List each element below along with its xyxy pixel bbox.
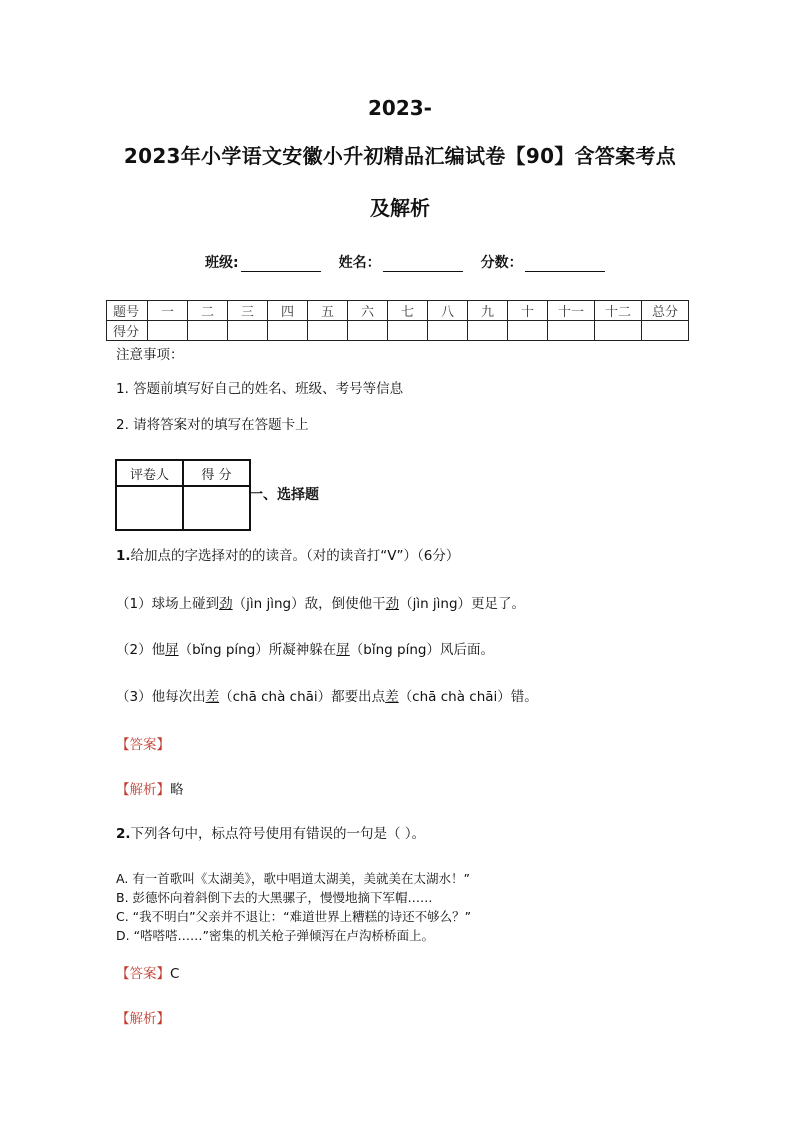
score-cell: 总分 <box>642 301 689 321</box>
question-1-sub-2 <box>116 638 494 658</box>
score-blank-cell[interactable] <box>308 321 348 341</box>
score-blank-cell[interactable] <box>388 321 428 341</box>
sub-text: （1）球场上碰到 <box>116 596 220 612</box>
answer-row <box>116 962 179 982</box>
score-cell: 九 <box>468 301 508 321</box>
answer-label: 【答案】 <box>116 737 170 753</box>
score-blank-cell[interactable] <box>348 321 388 341</box>
analysis-label: 【解析】 <box>116 782 170 798</box>
title-line-2: 2023年小学语文安徽小升初精品汇编试卷【90】含答案考点 <box>123 144 677 168</box>
note-item: 1. 答题前填写好自己的姓名、班级、考号等信息 <box>116 381 404 397</box>
question-text: 下列各句中，标点符号使用有错误的一句是（ ）。 <box>130 826 426 842</box>
score-cell: 四 <box>268 301 308 321</box>
grader-score-label: 得 分 <box>183 460 250 486</box>
score-blank[interactable] <box>525 257 605 272</box>
sub-text: （2）他 <box>116 642 166 658</box>
option-c: C. “我不明白”父亲并不退让：“难道世界上糟糕的诗还不够么？” <box>116 909 472 924</box>
grader-score-blank[interactable] <box>183 486 250 530</box>
score-blank-cell[interactable] <box>148 321 188 341</box>
score-cell: 十二 <box>595 301 642 321</box>
question-text: 给加点的字选择对的的读音。（对的读音打“V”）（6分） <box>130 548 460 564</box>
score-blank-cell[interactable] <box>268 321 308 341</box>
score-blank-cell[interactable] <box>548 321 595 341</box>
answer-text: C <box>170 966 180 982</box>
answer-label: 【答案】 <box>116 966 170 982</box>
student-info-row <box>205 252 623 272</box>
score-blank-cell[interactable] <box>228 321 268 341</box>
option-b: B. 彭德怀向着斜倒下去的大黑骡子，慢慢地摘下军帽…… <box>116 890 433 905</box>
score-table-header-row <box>107 301 689 321</box>
analysis-row <box>116 778 184 798</box>
dotted-char: 劲 <box>385 596 400 612</box>
dotted-char: 屏 <box>336 642 350 658</box>
notes-heading: 注意事项： <box>116 347 184 363</box>
question-number: 2. <box>116 826 131 842</box>
section-heading: 一、选择题 <box>249 487 319 503</box>
score-label: 分数： <box>480 255 523 271</box>
question-1-sub-1 <box>116 592 525 612</box>
dotted-char: 差 <box>205 689 220 705</box>
score-blank-cell[interactable] <box>595 321 642 341</box>
score-table-score-row <box>107 321 689 341</box>
sub-text: （bǐng píng）风后面。 <box>349 642 494 658</box>
question-number: 1. <box>116 548 131 564</box>
score-cell: 七 <box>388 301 428 321</box>
sub-text: （3）他每次出 <box>116 689 206 705</box>
score-cell: 十 <box>508 301 548 321</box>
grader-table <box>115 459 251 531</box>
class-blank[interactable] <box>241 257 321 272</box>
score-cell: 三 <box>228 301 268 321</box>
note-item: 2. 请将答案对的填写在答题卡上 <box>116 417 309 433</box>
dotted-char: 劲 <box>219 596 233 612</box>
question-2-stem <box>116 822 425 842</box>
analysis-text: 略 <box>170 782 184 798</box>
sub-text: （chā chà chāi）都要出点 <box>219 689 386 705</box>
score-cell: 十一 <box>548 301 595 321</box>
option-d: D. “嗒嗒嗒……”密集的机关枪子弹倾泻在卢沟桥桥面上。 <box>116 928 435 943</box>
score-blank-cell[interactable] <box>468 321 508 341</box>
title-line-1: 2023- <box>368 96 432 120</box>
sub-text: （bǐng píng）所凝神躲在 <box>178 642 337 658</box>
dotted-char: 屏 <box>165 642 179 658</box>
sub-text: （chā chà chāi）错。 <box>398 689 538 705</box>
score-blank-cell[interactable] <box>188 321 228 341</box>
score-blank-cell[interactable] <box>508 321 548 341</box>
grader-blank[interactable] <box>116 486 183 530</box>
name-label: 姓名： <box>338 255 381 271</box>
question-1-sub-3 <box>116 685 538 705</box>
score-cell: 八 <box>428 301 468 321</box>
grader-label: 评卷人 <box>116 460 183 486</box>
score-blank-cell[interactable] <box>428 321 468 341</box>
score-cell: 六 <box>348 301 388 321</box>
dotted-char: 差 <box>385 689 399 705</box>
score-blank-cell[interactable] <box>642 321 689 341</box>
sub-text: （jìn jìng）敌，倒使他干 <box>232 596 386 612</box>
score-cell: 五 <box>308 301 348 321</box>
score-cell: 二 <box>188 301 228 321</box>
analysis-label: 【解析】 <box>116 1011 170 1027</box>
question-1-stem <box>116 544 459 564</box>
score-row-label: 得分 <box>107 321 148 341</box>
option-a: A. 有一首歌叫《太湖美》，歌中唱道太湖美，美就美在太湖水！” <box>116 871 471 886</box>
score-cell: 题号 <box>107 301 148 321</box>
score-cell: 一 <box>148 301 188 321</box>
score-table <box>106 300 689 341</box>
sub-text: （jìn jìng）更足了。 <box>399 596 526 612</box>
title-line-3: 及解析 <box>370 196 430 220</box>
name-blank[interactable] <box>383 257 463 272</box>
class-label: 班级: <box>205 255 239 271</box>
